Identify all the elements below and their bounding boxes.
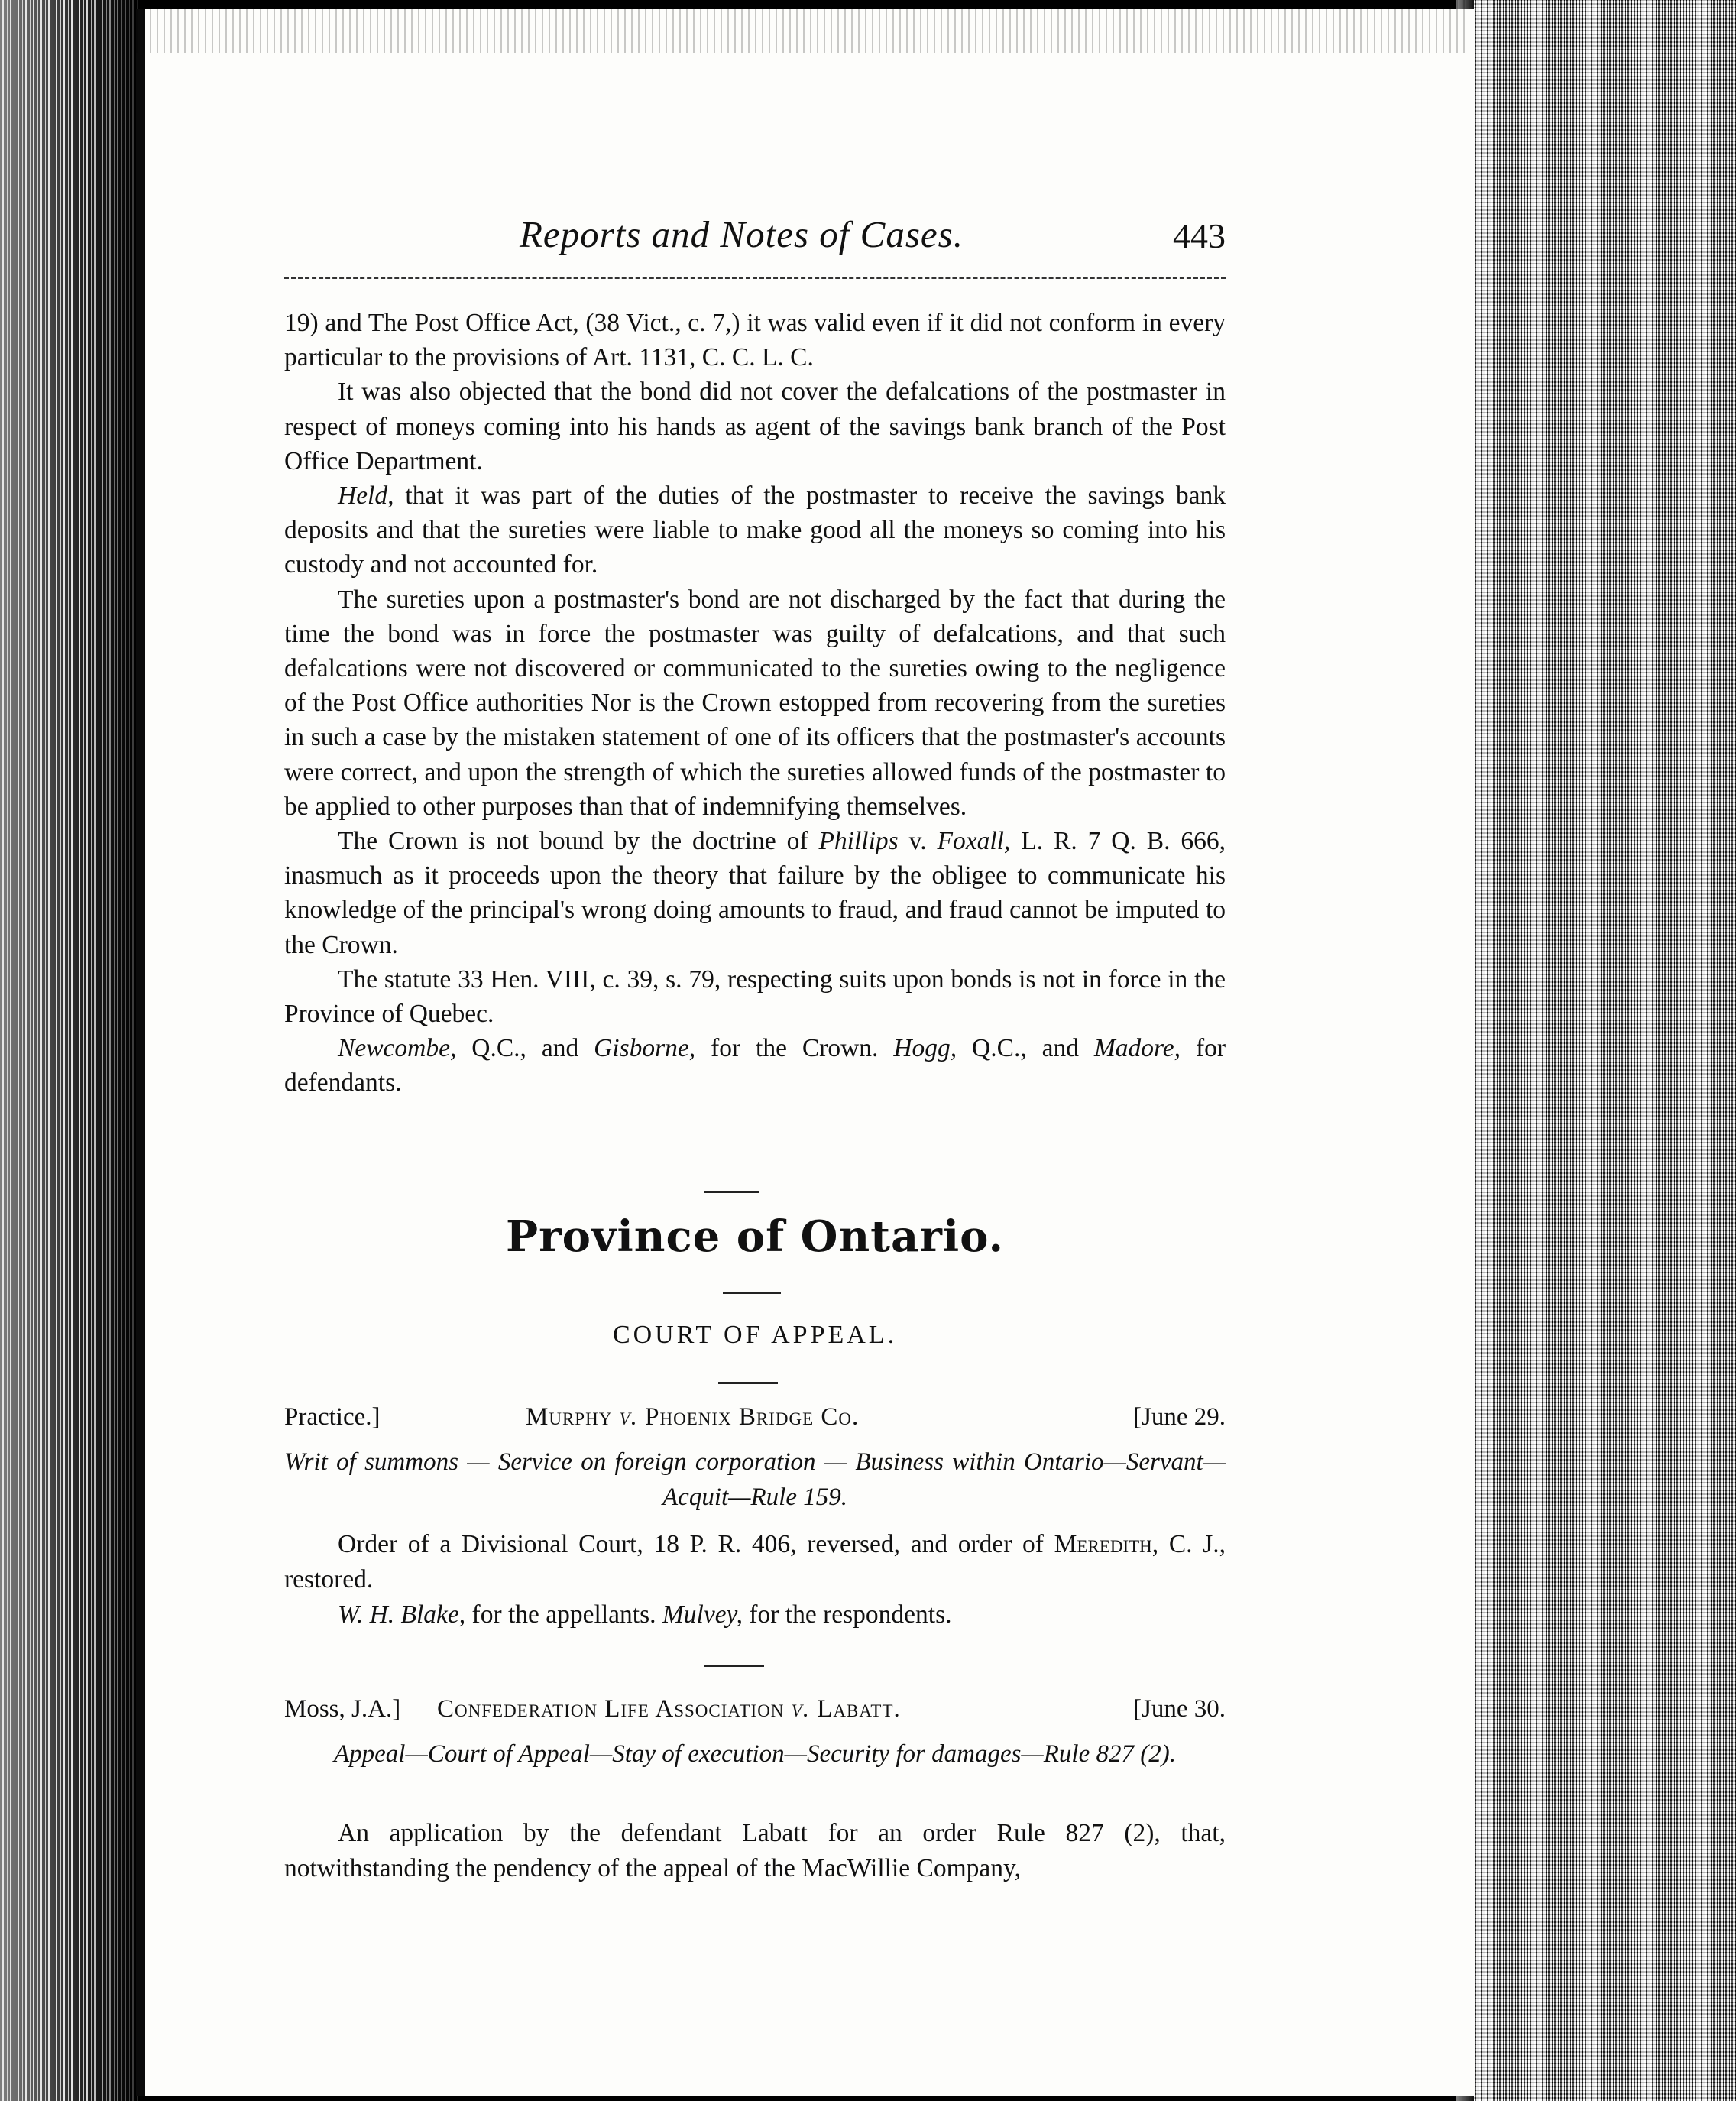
counsel-hogg: Hogg, bbox=[893, 1034, 957, 1063]
case-name-phillips: Phillips bbox=[818, 827, 899, 856]
case-summary-confederation bbox=[284, 1816, 1226, 1886]
page-number: 443 bbox=[1173, 216, 1226, 255]
paragraph-continuation: 19) and The Post Office Act, (38 Vict., c. 7,) it was valid even if it did not conform in every particular to the provisions of Art. 1131, C. C. L. C. bbox=[284, 309, 1226, 372]
header-rule bbox=[284, 277, 1226, 279]
order-text-b: , C. J., restored. bbox=[284, 1530, 1226, 1594]
counsel-text-c: Q.C., and bbox=[957, 1034, 1094, 1063]
order-text-a: Order of a Divisional Court, 18 P. R. 406, reversed, and order of bbox=[338, 1530, 1054, 1558]
case-date: [June 30. bbox=[1133, 1695, 1226, 1723]
case-judge: Moss, J.A.] bbox=[284, 1695, 401, 1723]
doctrine-text-b: L. R. 7 Q. B. 666, inasmuch as it proceeds upon the theory that failure by the obligee to communicate his knowledge of the principal's wrong doing amounts to fraud, and fraud cannot be imputed to the Crown. bbox=[284, 827, 1226, 959]
case-name-foxall: Foxall, bbox=[937, 827, 1011, 856]
versus: v. bbox=[619, 1403, 638, 1431]
case-subject: Practice.] bbox=[284, 1403, 381, 1431]
counsel-text-b: for the Crown. bbox=[695, 1034, 894, 1063]
case-party-2: Labatt. bbox=[809, 1695, 901, 1723]
divider-rule bbox=[704, 1191, 760, 1193]
running-head bbox=[284, 212, 1226, 266]
paragraph-held bbox=[284, 478, 1226, 582]
running-title: Reports and Notes of Cases. bbox=[520, 213, 964, 255]
province-heading: Province of Ontario. bbox=[506, 1211, 1004, 1262]
scan-top-noise bbox=[136, 0, 1466, 53]
paragraph-counsel bbox=[284, 1031, 1226, 1100]
paragraph-sureties: The sureties upon a postmaster's bond are not discharged by the fact that during the time the bond was in force the postmaster was guilty of defalcations, and that such defalcations were not discovered or communicated to the sureties owing to the negligence of the Post Office authorities Nor is the Crown estopped from recovering from the sureties in such a case by the mistaken statement of one of its officers that the postmaster's accounts were correct, and upon the strength of which the sureties allowed funds of the postmaster to be applied to other purposes than that of indemnifying themselves. bbox=[284, 585, 1226, 821]
scan-right-edge bbox=[1467, 0, 1736, 2101]
divider-rule bbox=[704, 1665, 764, 1667]
counsel-madore: Madore, bbox=[1093, 1034, 1181, 1063]
counsel-gisborne: Gisborne, bbox=[594, 1034, 696, 1063]
order-paragraph bbox=[284, 1527, 1226, 1597]
versus: v. bbox=[898, 827, 938, 856]
case-party-1: Murphy bbox=[526, 1403, 620, 1431]
held-label: Held, bbox=[338, 481, 394, 511]
case-title bbox=[526, 1403, 859, 1431]
counsel-role-1: for the appellants. bbox=[465, 1600, 662, 1629]
counsel-role-2: for the respondents. bbox=[742, 1600, 952, 1629]
court-heading: COURT OF APPEAL. bbox=[612, 1321, 898, 1349]
case-party-2: Phoenix Bridge Co. bbox=[637, 1403, 860, 1431]
counsel-paragraph bbox=[284, 1597, 1226, 1632]
paragraph-objection: It was also objected that the bond did not cover the defalcations of the postmaster in respect of moneys coming into his hands as agent of the savings bank branch of the Post Office Department. bbox=[284, 378, 1226, 475]
application-paragraph: An application by the defendant Labatt for an order Rule 827 (2), that, notwithstanding the pendency of the appeal of the MacWillie Company, bbox=[284, 1819, 1226, 1882]
case-title bbox=[437, 1695, 901, 1723]
catchwords: Writ of summons — Service on foreign corporation — Business within Ontario—Servant—Acquit—Rule 159. bbox=[284, 1448, 1226, 1511]
case-header-murphy bbox=[284, 1403, 1226, 1438]
case-date: [June 29. bbox=[1133, 1403, 1226, 1431]
counsel-blake: W. H. Blake, bbox=[338, 1600, 466, 1629]
case-summary-murphy bbox=[284, 1527, 1226, 1632]
divider-rule bbox=[723, 1292, 781, 1294]
judge-name: Meredith bbox=[1054, 1530, 1152, 1558]
divider-rule bbox=[718, 1382, 778, 1384]
counsel-text-d: for defendants. bbox=[284, 1034, 1226, 1098]
versus: v. bbox=[791, 1695, 810, 1723]
counsel-text-a: Q.C., and bbox=[456, 1034, 594, 1063]
held-text: that it was part of the duties of the postmaster to receive the savings bank deposits and that the sureties were liable to make good all the moneys so coming into his custody and not accounted for. bbox=[284, 481, 1226, 579]
case-header-confederation bbox=[284, 1695, 1226, 1730]
counsel-mulvey: Mulvey, bbox=[662, 1600, 743, 1629]
catchwords: Appeal—Court of Appeal—Stay of execution—Security for damages—Rule 827 (2). bbox=[334, 1740, 1176, 1768]
scan-left-edge bbox=[0, 0, 138, 2101]
doctrine-text-a: The Crown is not bound by the doctrine of bbox=[338, 827, 819, 856]
paragraph-doctrine bbox=[284, 824, 1226, 962]
paragraph-statute: The statute 33 Hen. VIII, c. 39, s. 79, respecting suits upon bonds is not in force in the Province of Quebec. bbox=[284, 965, 1226, 1029]
case-party-1: Confederation Life Association bbox=[437, 1695, 792, 1723]
case-report-body bbox=[284, 306, 1226, 1101]
counsel-newcombe: Newcombe, bbox=[338, 1034, 457, 1063]
